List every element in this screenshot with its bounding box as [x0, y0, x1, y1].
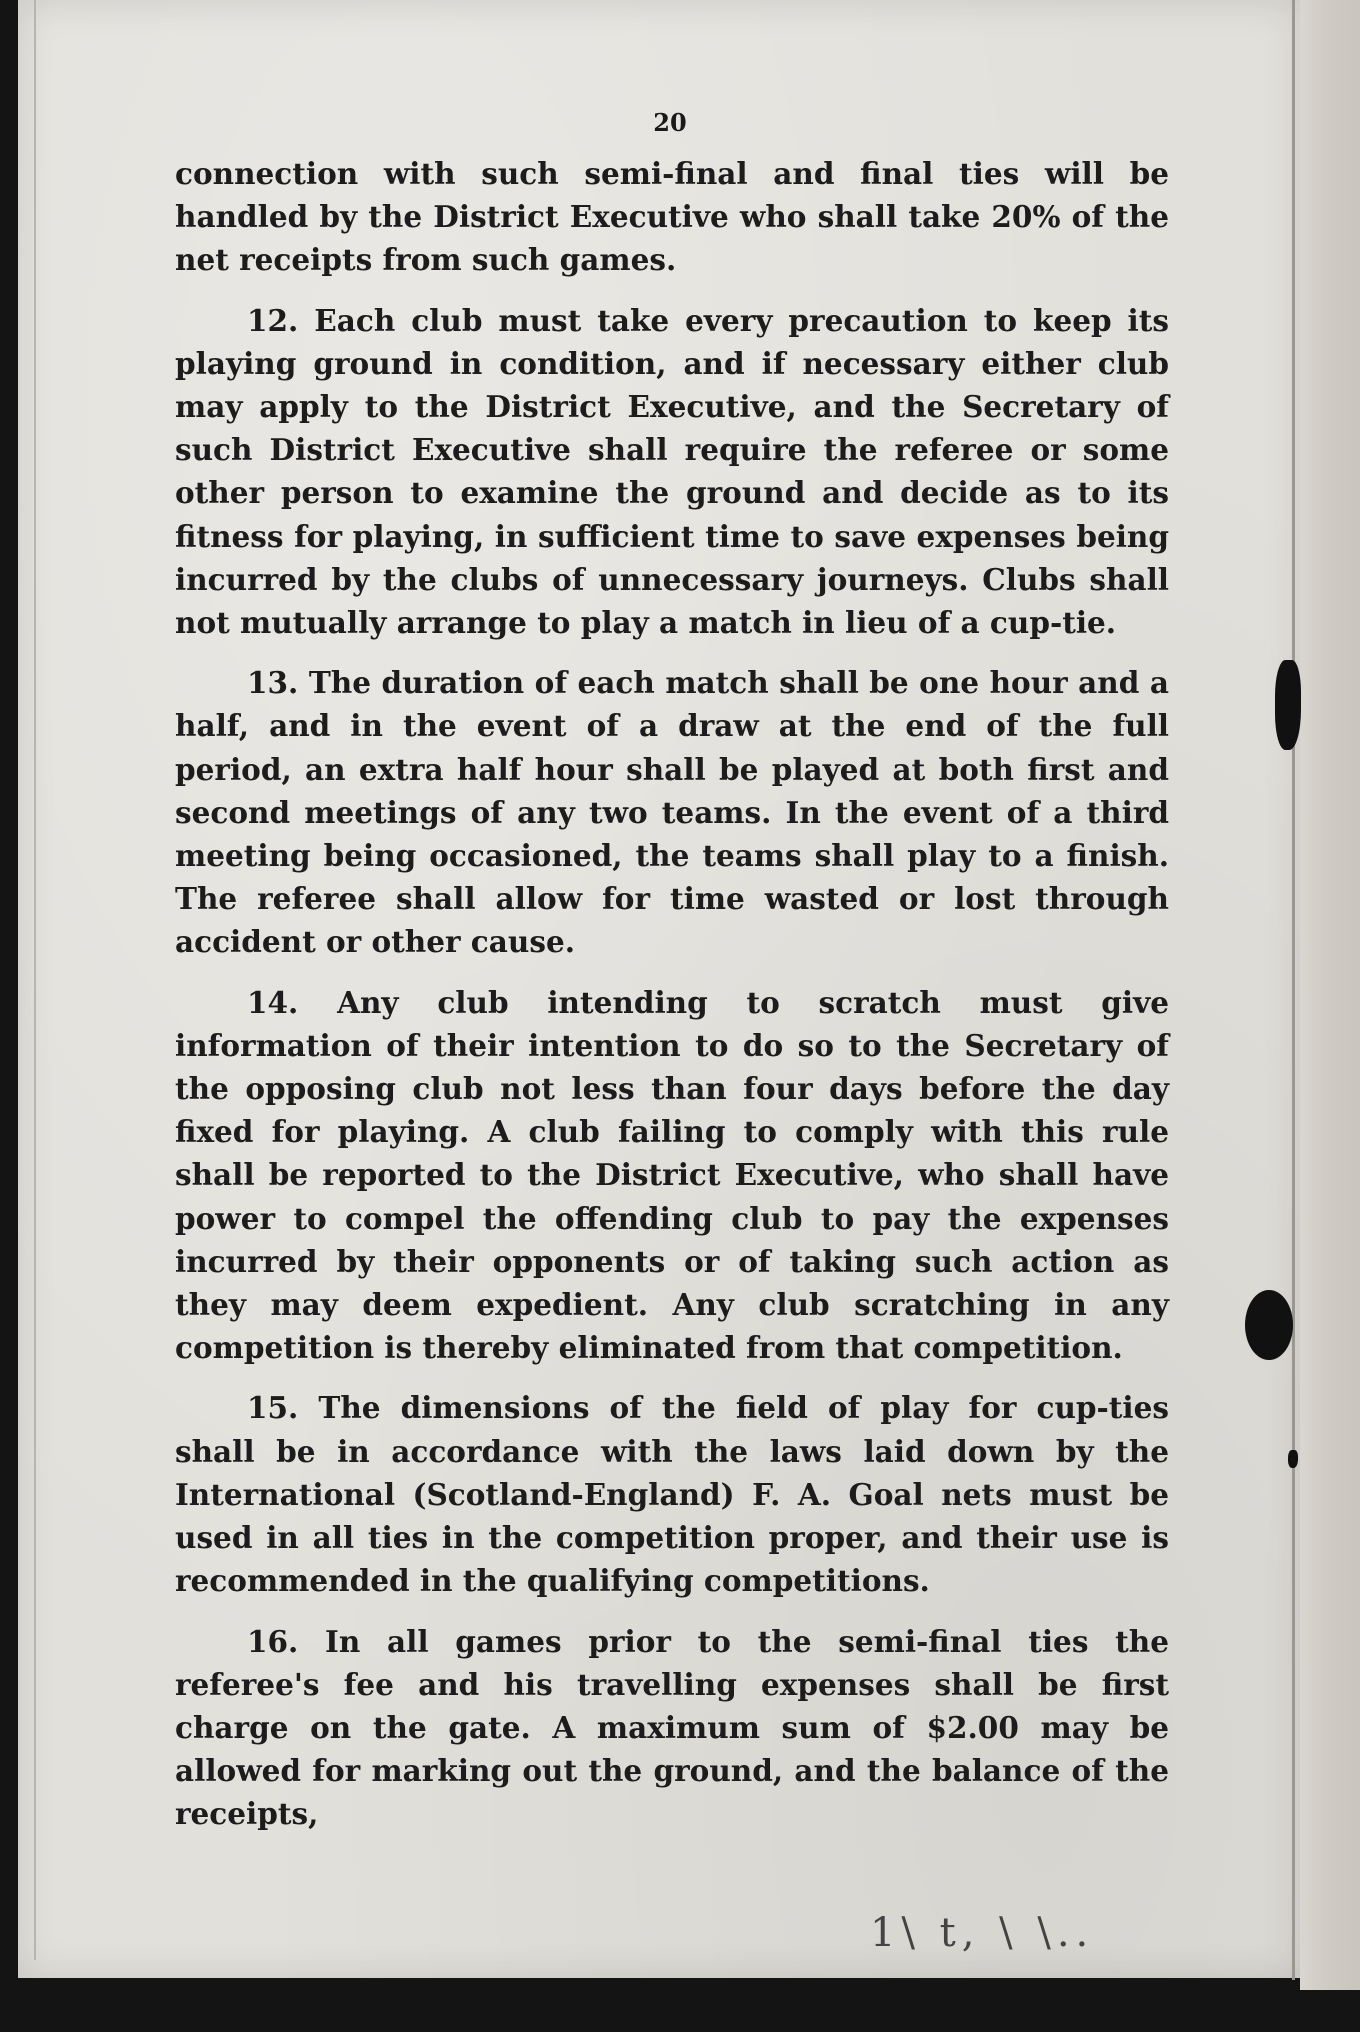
- page-binding-strip: [1300, 0, 1360, 1990]
- paragraph-rule-15: 15. The dimensions of the field of play for cup-ties shall be in accordance with the laws laid down by the International (Scotland-England) F. A. Goal nets must be used in all ties in the competition proper, and their use is recommended in the qualifying competitions.: [175, 1390, 1169, 1599]
- paragraph-rule-16: 16. In all games prior to the semi-final ties the referee's fee and his travelling expenses shall be first charge on the gate. A maximum sum of $2.00 may be allowed for marking out the ground, and the balance of the receipts,: [175, 1623, 1169, 1832]
- paragraph-rule-12: 12. Each club must take every precaution to keep its playing ground in condition, and if necessary either club may apply to the District Executive, and the Secretary of such District Executive shall require the referee or some other person to examine the ground and decide as to its fitness for playing, in sufficient time to save expenses being incurred by the clubs of unnecessary journeys. Clubs shall not mutually arrange to play a match in lieu of a cup-tie.: [175, 302, 1169, 641]
- page-number: 20: [653, 108, 687, 137]
- page-right-edge: [1292, 0, 1295, 1980]
- ink-blot: [1245, 1290, 1293, 1360]
- handwritten-mark: 1\ t, \ \..: [870, 1910, 1095, 1956]
- ink-blot: [1288, 1450, 1298, 1468]
- paragraph-rule-14: 14. Any club intending to scratch must give information of their intention to do so to the Secretary of the opposing club not less than four days before the day fixed for playing. A club failing to comply with this rule shall be reported to the District Executive, who shall have power to compel the offending club to pay the expenses incurred by their opponents or of taking such action as they may deem expedient. Any club scratching in any competition is thereby eliminated from that competition.: [175, 984, 1169, 1366]
- page-left-edge: [34, 0, 36, 1960]
- paragraph-rule-13: 13. The duration of each match shall be one hour and a half, and in the event of a draw at the end of the full period, an extra half hour shall be played at both first and second meetings of any two teams. In the event of a third meeting being occasioned, the teams shall play to a finish. The referee shall allow for time wasted or lost through accident or other cause.: [175, 665, 1169, 960]
- paragraph-continued: connection with such semi-final and final ties will be handled by the District Executive who shall take 20% of the net receipts from such games.: [175, 156, 1169, 278]
- body-text: [175, 152, 1169, 1853]
- ink-blot: [1275, 660, 1301, 750]
